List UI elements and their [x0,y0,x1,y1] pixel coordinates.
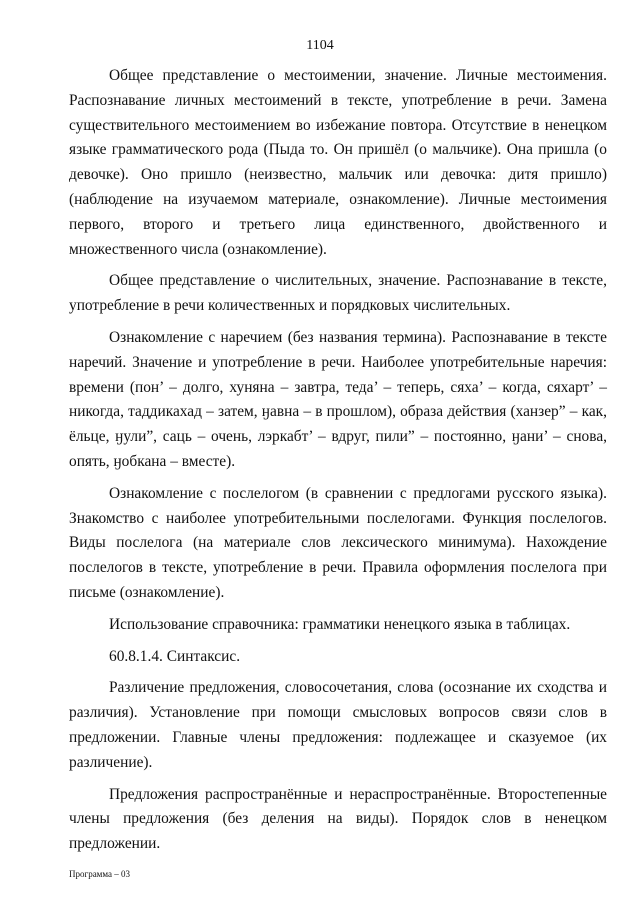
page-number: 1104 [306,38,334,53]
paragraph-sentence-distinction: Различение предложения, словосочетания, слова (осознание их сходства и различия). Установление при помощи смысловых вопросов связи слов в предложении. Главные члены предложения: подлежащее и сказуемое (их различение). [69,679,607,771]
document-body [69,64,607,864]
paragraph-postpositions: Ознакомление с послелогом (в сравнении с предлогами русского языка). Знакомство с наиболее употребительными послелогами. Функция послелогов. Виды послелога (на материале слов лексического минимума). Нахождение послелогов в тексте, употребление в речи. Правила оформления послелога при письме (ознакомление). [69,484,607,601]
paragraph-extended-sentences: Предложения распространённые и нераспространённые. Второстепенные члены предложения (без деления на виды). Порядок слов в ненецком предложении. [69,785,607,853]
paragraph-reference: Использование справочника: грамматики ненецкого языка в таблицах. [109,615,571,633]
paragraph-adverbs: Ознакомление с наречием (без названия термина). Распознавание в тексте наречий. Значение и употребление в речи. Наиболее употребительные наречия: времени (пон’ – долго, хуняна – завтра, теда’ – теперь, сяха’ – когда, сяхарт’ – никогда, таддикахад – затем, ӈавна – в прошлом), образа действия (ханзер” – как, ёльце, ӈули”, саць – очень, лэркабт’ – вдруг, пили” – постоянно, ӈани’ – снова, опять, ӈобкана – вместе). [69,328,607,470]
section-heading-syntax: 60.8.1.4. Синтаксис. [109,647,241,665]
footer-label: Программа – 03 [69,869,131,879]
paragraph-pronouns: Общее представление о местоимении, значение. Личные местоимения. Распознавание личных местоимений в тексте, употребление в речи. Замена существительного местоимением во избежание повтора. Отсутствие в ненецком языке грамматического рода (Пыда то. Он пришёл (о мальчике). Она пришла (о девочке). Оно пришло (неизвестно, мальчик или девочка: дитя пришло) (наблюдение на изучаемом материале, ознакомление). Личные местоимения первого, второго и третьего лица единственного, двойственного и множественного числа (ознакомление). [69,67,607,258]
paragraph-numerals: Общее представление о числительных, значение. Распознавание в тексте, употребление в речи количественных и порядковых числительных. [69,272,607,315]
